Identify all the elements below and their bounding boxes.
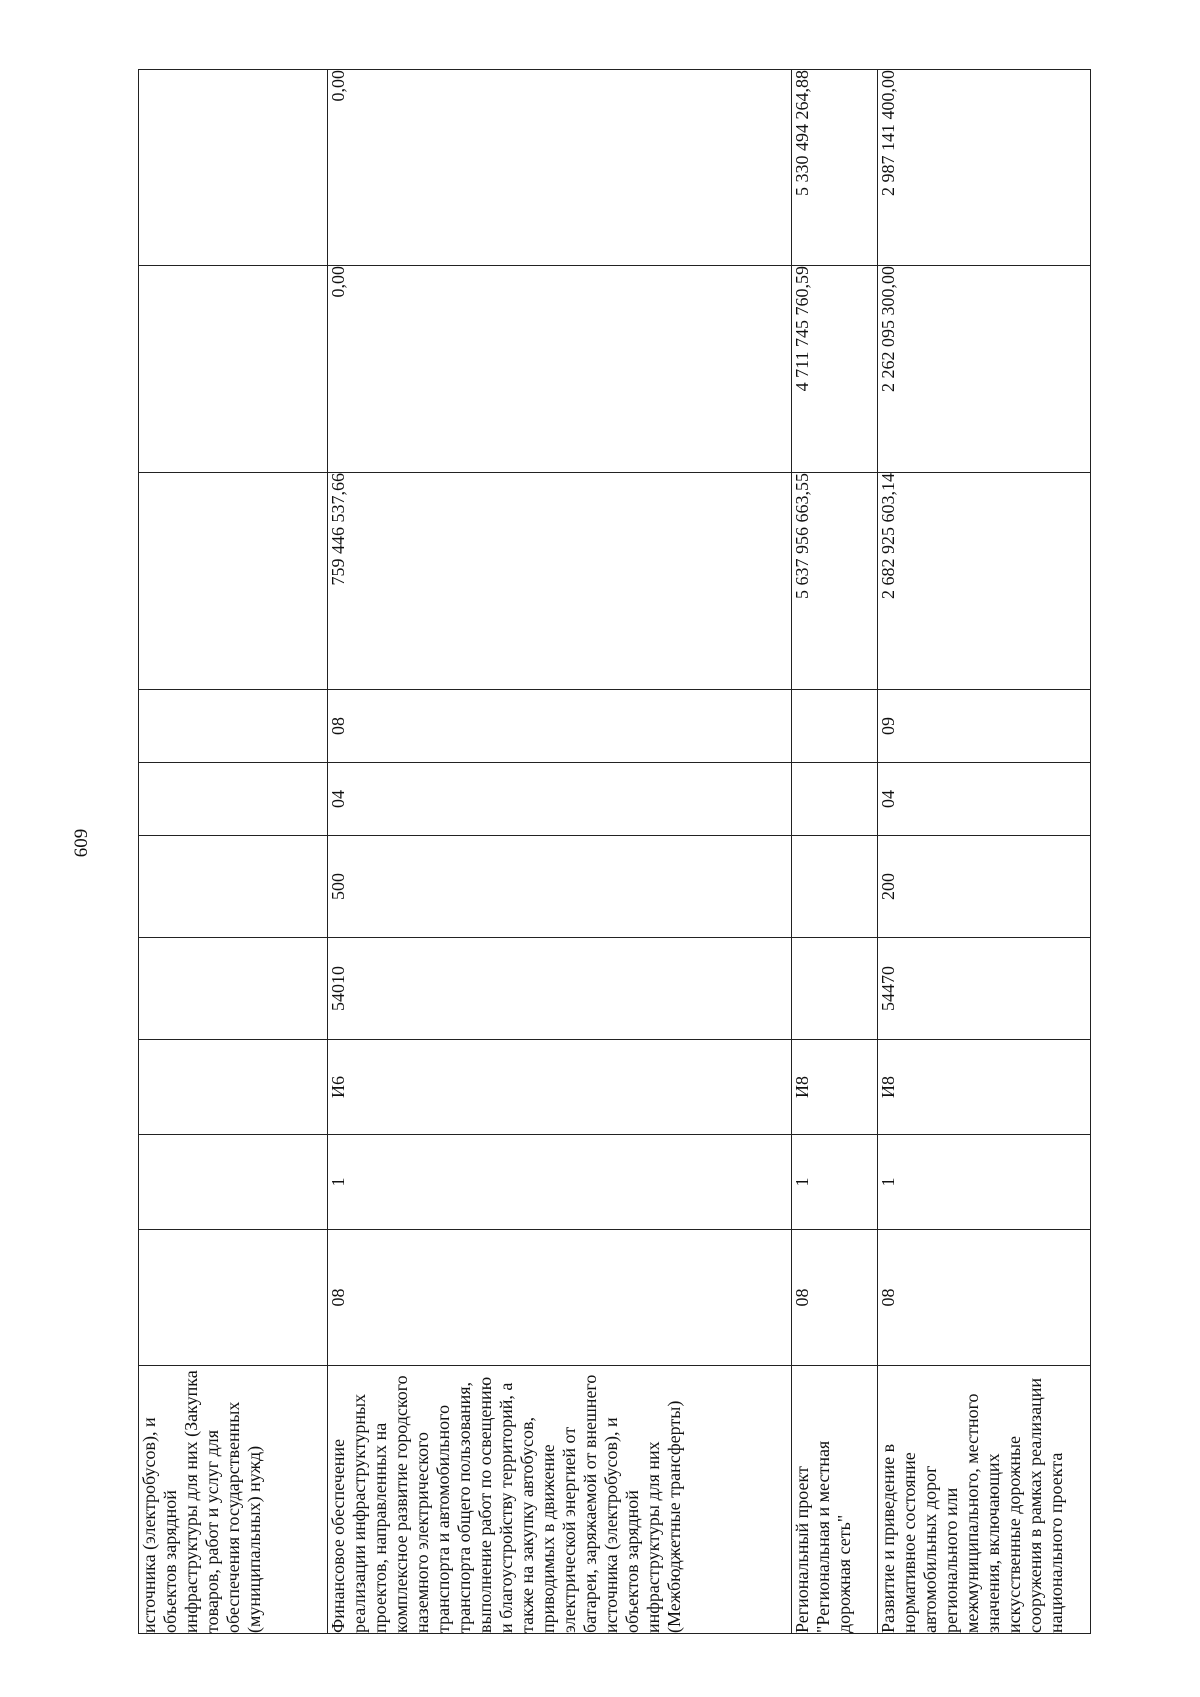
amount-year-1: 5 637 956 663,55 (792, 473, 878, 690)
amount-year-2: 0,00 (328, 266, 792, 473)
expense-type-code: 500 (328, 836, 792, 938)
program-code: 1 (792, 1135, 878, 1230)
section-code (792, 763, 878, 836)
direction-code (792, 938, 878, 1040)
ministry-code: 08 (878, 1230, 1091, 1366)
rotated-table-container (138, 70, 1090, 1634)
amount-year-2: 4 711 745 760,59 (792, 266, 878, 473)
amount-year-1 (139, 473, 328, 690)
subsection-code (139, 690, 328, 763)
table-row (328, 70, 792, 1634)
amount-year-3: 0,00 (328, 70, 792, 266)
row-description: источника (электробусов), и объектов зарядной инфраструктуры для них (Закупка товаров, работ и услуг для обеспечения государственных (муниципальных) нужд) (139, 1366, 328, 1634)
ministry-code (139, 1230, 328, 1366)
budget-table (138, 69, 1091, 1634)
page-number: 609 (71, 828, 92, 858)
program-code: 1 (328, 1135, 792, 1230)
section-code (139, 763, 328, 836)
program-code (139, 1135, 328, 1230)
amount-year-3 (139, 70, 328, 266)
row-description: Финансовое обеспечение реализации инфраструктурных проектов, направленных на комплексное развитие городского наземного электрического транспорта и автомобильного транспорта общего пользования, выполнение работ по освещению и благоустройству территорий, а также на закупку автобусов, приводимых в движение электрической энергией от батареи, заряжаемой от внешнего источника (электробусов), и объектов зарядной инфраструктуры для них (Межбюджетные трансферты) (328, 1366, 792, 1634)
ministry-code: 08 (328, 1230, 792, 1366)
amount-year-3: 2 987 141 400,00 (878, 70, 1091, 266)
direction-code (139, 938, 328, 1040)
expense-type-code (139, 836, 328, 938)
subsection-code: 08 (328, 690, 792, 763)
section-code: 04 (328, 763, 792, 836)
subsection-code: 09 (878, 690, 1091, 763)
amount-year-1: 759 446 537,66 (328, 473, 792, 690)
row-description: Региональный проект "Региональная и местная дорожная сеть" (792, 1366, 878, 1634)
project-code: И6 (328, 1040, 792, 1135)
table-row (792, 70, 878, 1634)
project-code: И8 (878, 1040, 1091, 1135)
table-row (139, 70, 328, 1634)
amount-year-2: 2 262 095 300,00 (878, 266, 1091, 473)
direction-code: 54470 (878, 938, 1091, 1040)
expense-type-code (792, 836, 878, 938)
program-code: 1 (878, 1135, 1091, 1230)
ministry-code: 08 (792, 1230, 878, 1366)
amount-year-2 (139, 266, 328, 473)
row-description: Развитие и приведение в нормативное состояние автомобильных дорог регионального или межмуниципального, местного значения, включающих искусственные дорожные сооружения в рамках реализации национального проекта (878, 1366, 1091, 1634)
direction-code: 54010 (328, 938, 792, 1040)
subsection-code (792, 690, 878, 763)
section-code: 04 (878, 763, 1091, 836)
project-code (139, 1040, 328, 1135)
project-code: И8 (792, 1040, 878, 1135)
expense-type-code: 200 (878, 836, 1091, 938)
table-row (878, 70, 1091, 1634)
amount-year-3: 5 330 494 264,88 (792, 70, 878, 266)
amount-year-1: 2 682 925 603,14 (878, 473, 1091, 690)
